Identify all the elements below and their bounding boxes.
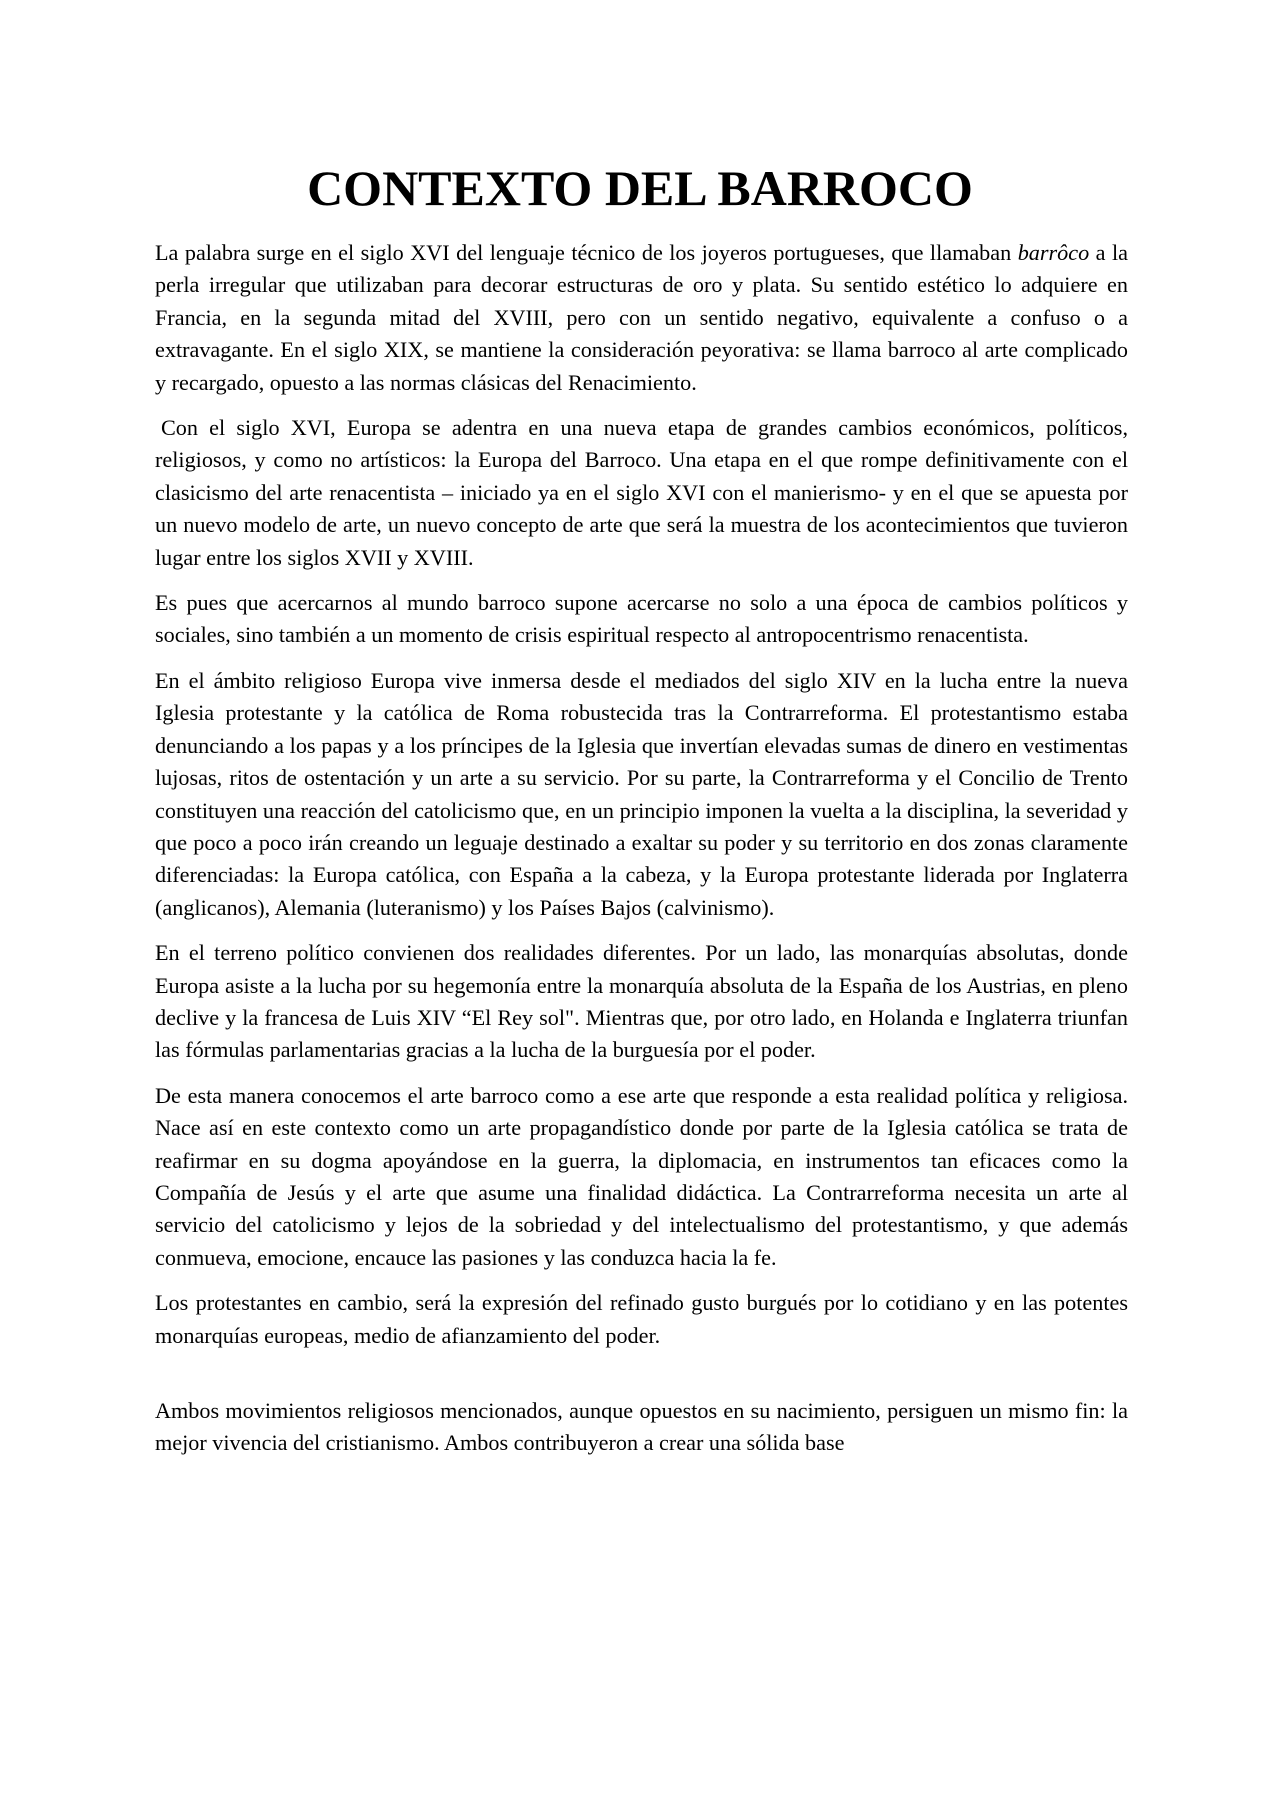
paragraph-1-italic-term: barrôco <box>1017 240 1090 265</box>
page-title: CONTEXTO DEL BARROCO <box>307 160 973 216</box>
paragraph-2: Con el siglo XVI, Europa se adentra en una nueva etapa de grandes cambios económicos, políticos, religiosos, y como no artísticos: la Europa del Barroco. Una etapa en el que rompe definitivamente con el clasicismo del arte renacentista – iniciado ya en el siglo XVI con el manierismo- y en el que se apuesta por un nuevo modelo de arte, un nuevo concepto de arte que será la muestra de los acontecimientos que tuvieron lugar entre los siglos XVII y XVIII. <box>155 415 1128 570</box>
paragraph-1-text-end: a la perla irregular que utilizaban para decorar estructuras de oro y plata. Su sentido estético lo adquiere en Francia, en la segunda mitad del XVIII, pero con un sentido negativo, equivalente a confuso o a extravagante. En el siglo XIX, se mantiene la consideración peyorativa: se llama barroco al arte complicado y recargado, opuesto a las normas clásicas del Renacimiento. <box>155 240 1128 395</box>
document-body <box>155 237 1128 1473</box>
paragraph-7: Los protestantes en cambio, será la expresión del refinado gusto burgués por lo cotidiano y en las potentes monarquías europeas, medio de afianzamiento del poder. <box>155 1290 1128 1348</box>
paragraph-1-text-start: La palabra surge en el siglo XVI del lenguaje técnico de los joyeros portugueses, que llamaban <box>155 240 1018 265</box>
paragraph-4: En el ámbito religioso Europa vive inmersa desde el mediados del siglo XIV en la lucha entre la nueva Iglesia protestante y la católica de Roma robustecida tras la Contrarreforma. El protestantismo estaba denunciando a los papas y a los príncipes de la Iglesia que invertían elevadas sumas de dinero en vestimentas lujosas, ritos de ostentación y un arte a su servicio. Por su parte, la Contrarreforma y el Concilio de Trento constituyen una reacción del catolicismo que, en un principio imponen la vuelta a la disciplina, la severidad y que poco a poco irán creando un leguaje destinado a exaltar su poder y su territorio en dos zonas claramente diferenciadas: la Europa católica, con España a la cabeza, y la Europa protestante liderada por Inglaterra (anglicanos), Alemania (luteranismo) y los Países Bajos (calvinismo). <box>155 667 1128 920</box>
paragraph-8: Ambos movimientos religiosos mencionados, aunque opuestos en su nacimiento, persiguen un mismo fin: la mejor vivencia del cristianismo. Ambos contribuyeron a crear una sólida base <box>155 1398 1128 1456</box>
paragraph-1 <box>155 237 1128 399</box>
paragraph-5: En el terreno político convienen dos realidades diferentes. Por un lado, las monarquías absolutas, donde Europa asiste a la lucha por su hegemonía entre la monarquía absoluta de la España de los Austrias, en pleno declive y la francesa de Luis XIV “El Rey sol". Mientras que, por otro lado, en Holanda e Inglaterra triunfan las fórmulas parlamentarias gracias a la lucha de la burguesía por el poder. <box>155 940 1128 1063</box>
paragraph-6: De esta manera conocemos el arte barroco como a ese arte que responde a esta realidad política y religiosa. Nace así en este contexto como un arte propagandístico donde por parte de la Iglesia católica se trata de reafirmar en su dogma apoyándose en la guerra, la diplomacia, en instrumentos tan eficaces como la Compañía de Jesús y el arte que asume una finalidad didáctica. La Contrarreforma necesita un arte al servicio del catolicismo y lejos de la sobriedad y del intelectualismo del protestantismo, y que además conmueva, emocione, encauce las pasiones y las conduzca hacia la fe. <box>155 1082 1128 1270</box>
paragraph-3: Es pues que acercarnos al mundo barroco supone acercarse no solo a una época de cambios políticos y sociales, sino también a un momento de crisis espiritual respecto al antropocentrismo renacentista. <box>155 590 1128 648</box>
